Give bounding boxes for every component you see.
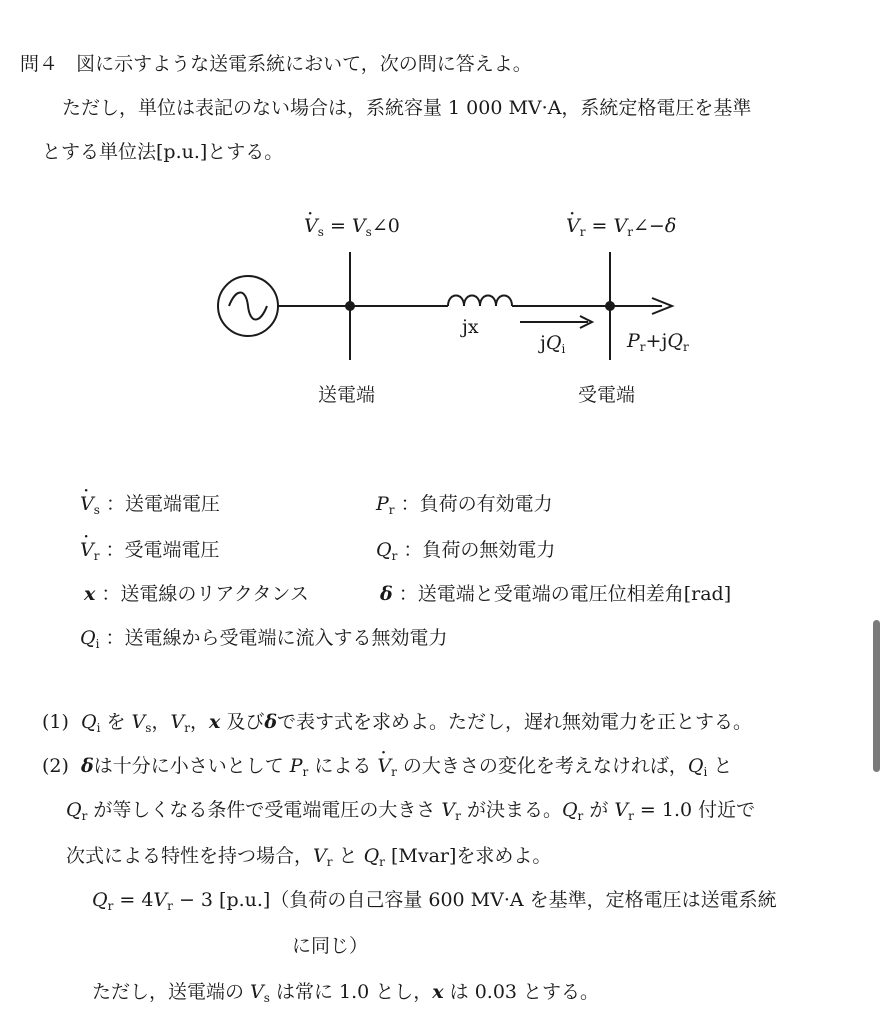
receiving-end-label: 受電端 bbox=[578, 384, 636, 406]
legend-vs: · $V_s$ ：送電端電圧 bbox=[80, 490, 220, 524]
unit-note-line1: ただし，単位は表記のない場合は，系統容量 1 000 MV·A，系統定格電圧を基準 bbox=[62, 97, 752, 119]
inductor-coil-icon bbox=[448, 296, 512, 307]
question-2-line2: $Q_r$ が等しくなる条件で受電端電圧の大きさ $V_r$ が決まる。$Q_r$ が $V_r = 1.0$ 付近で bbox=[66, 799, 756, 823]
legend-qi: $Q_i$ ：送電線から受電端に流入する無効電力 bbox=[80, 627, 448, 651]
question-1: (1) $Q_i$ を $V_s$，$V_r$，x 及びδで表す式を求めよ。ただし，遅れ無効電力を正とする。 bbox=[42, 711, 753, 735]
legend-x: x ：送電線のリアクタンス bbox=[84, 583, 309, 605]
unit-note-line2: とする単位法[p.u.]とする。 bbox=[42, 141, 284, 163]
sine-wave-icon bbox=[229, 293, 267, 320]
question-2-equation: $Q_r = 4V_r - 3$ [p.u.]（負荷の自己容量 600 MV·A を基準，定格電圧は送電系統 bbox=[92, 889, 777, 913]
pr-jqr-label: $P_r+jQ_r$ bbox=[627, 330, 689, 354]
legend-qr: $Q_r$ ：負荷の無効電力 bbox=[376, 539, 556, 563]
vs-label: · $V_s$ = $V_s\angle 0$ bbox=[304, 215, 400, 239]
question-2-equation-cont: に同じ） bbox=[292, 935, 369, 957]
question-number: 問４ bbox=[20, 53, 59, 75]
jx-label: jx bbox=[462, 316, 479, 338]
question-2-condition: ただし，送電端の $V_s$ は常に 1.0 とし，x は 0.03 とする。 bbox=[92, 981, 600, 1005]
legend-vr: · $V_r$ ：受電端電圧 bbox=[80, 536, 220, 570]
legend-pr: $P_r$ ：負荷の有効電力 bbox=[376, 493, 553, 517]
sending-bus-node bbox=[345, 301, 355, 311]
legend-delta: δ ：送電端と受電端の電圧位相差角[rad] bbox=[380, 583, 732, 605]
vertical-scrollbar[interactable] bbox=[873, 620, 880, 772]
question-2-line1: (2) δは十分に小さいとして $P_r$ による · $V_r$ の大きさの変化を考えなければ，$Q_i$ と bbox=[42, 752, 732, 786]
question-intro: 図に示すような送電系統において，次の問に答えよ。 bbox=[76, 53, 532, 75]
sending-end-label: 送電端 bbox=[318, 384, 376, 406]
receiving-bus-node bbox=[605, 301, 615, 311]
jqi-label: $jQ_i$ bbox=[540, 332, 566, 356]
vr-label: · $V_r$ = $V_r\angle-\delta$ bbox=[566, 215, 676, 239]
question-2-line3: 次式による特性を持つ場合，$V_r$ と $Q_r$ [Mvar]を求めよ。 bbox=[66, 845, 552, 869]
